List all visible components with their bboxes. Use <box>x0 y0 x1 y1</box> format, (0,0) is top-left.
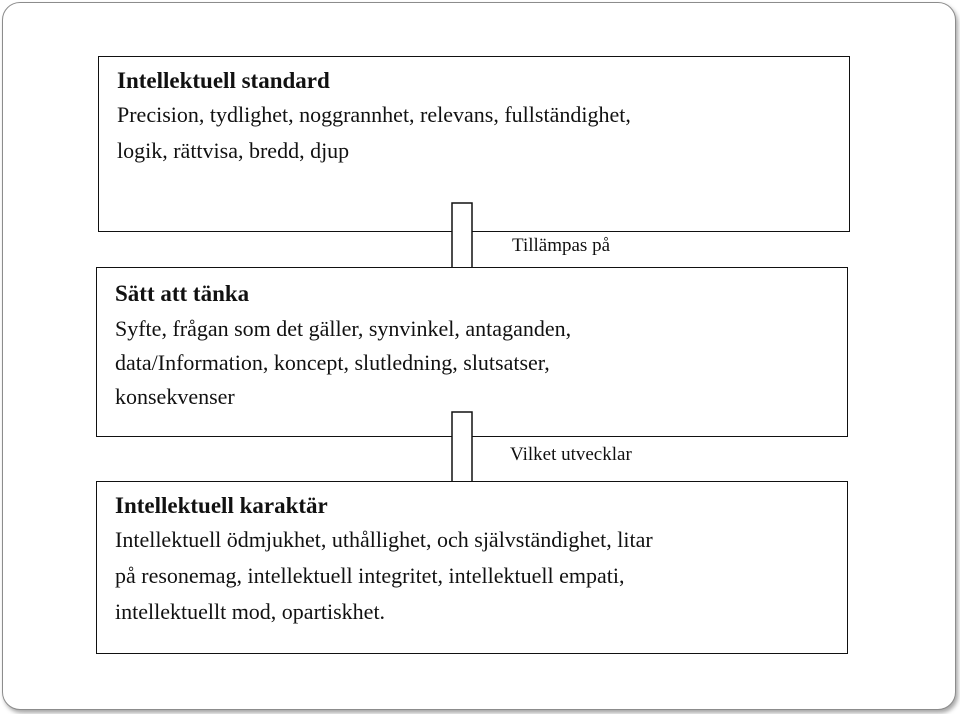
box-body: Syfte, frågan som det gäller, synvinkel, antaganden, data/Information, koncept, slutledning, slutsatser, konsekvenser <box>115 316 572 409</box>
box-title: Intellektuell standard <box>117 68 330 93</box>
arrow-label-applies-to: Tillämpas på <box>512 235 610 256</box>
box-intellektuell-karaktar <box>96 481 848 654</box>
box-title: Intellektuell karaktär <box>115 493 328 518</box>
box-body: Intellektuell ödmjukhet, uthållighet, och självständighet, litar på resonemag, intellektuell integritet, intellektuell empati, intellektuellt mod, opartiskhet. <box>115 527 653 624</box>
arrow-label-which-develops: Vilket utvecklar <box>510 444 632 465</box>
box-body: Precision, tydlighet, noggrannhet, relevans, fullständighet, logik, rättvisa, bredd, djup <box>117 102 631 163</box>
box-title: Sätt att tänka <box>115 281 250 306</box>
